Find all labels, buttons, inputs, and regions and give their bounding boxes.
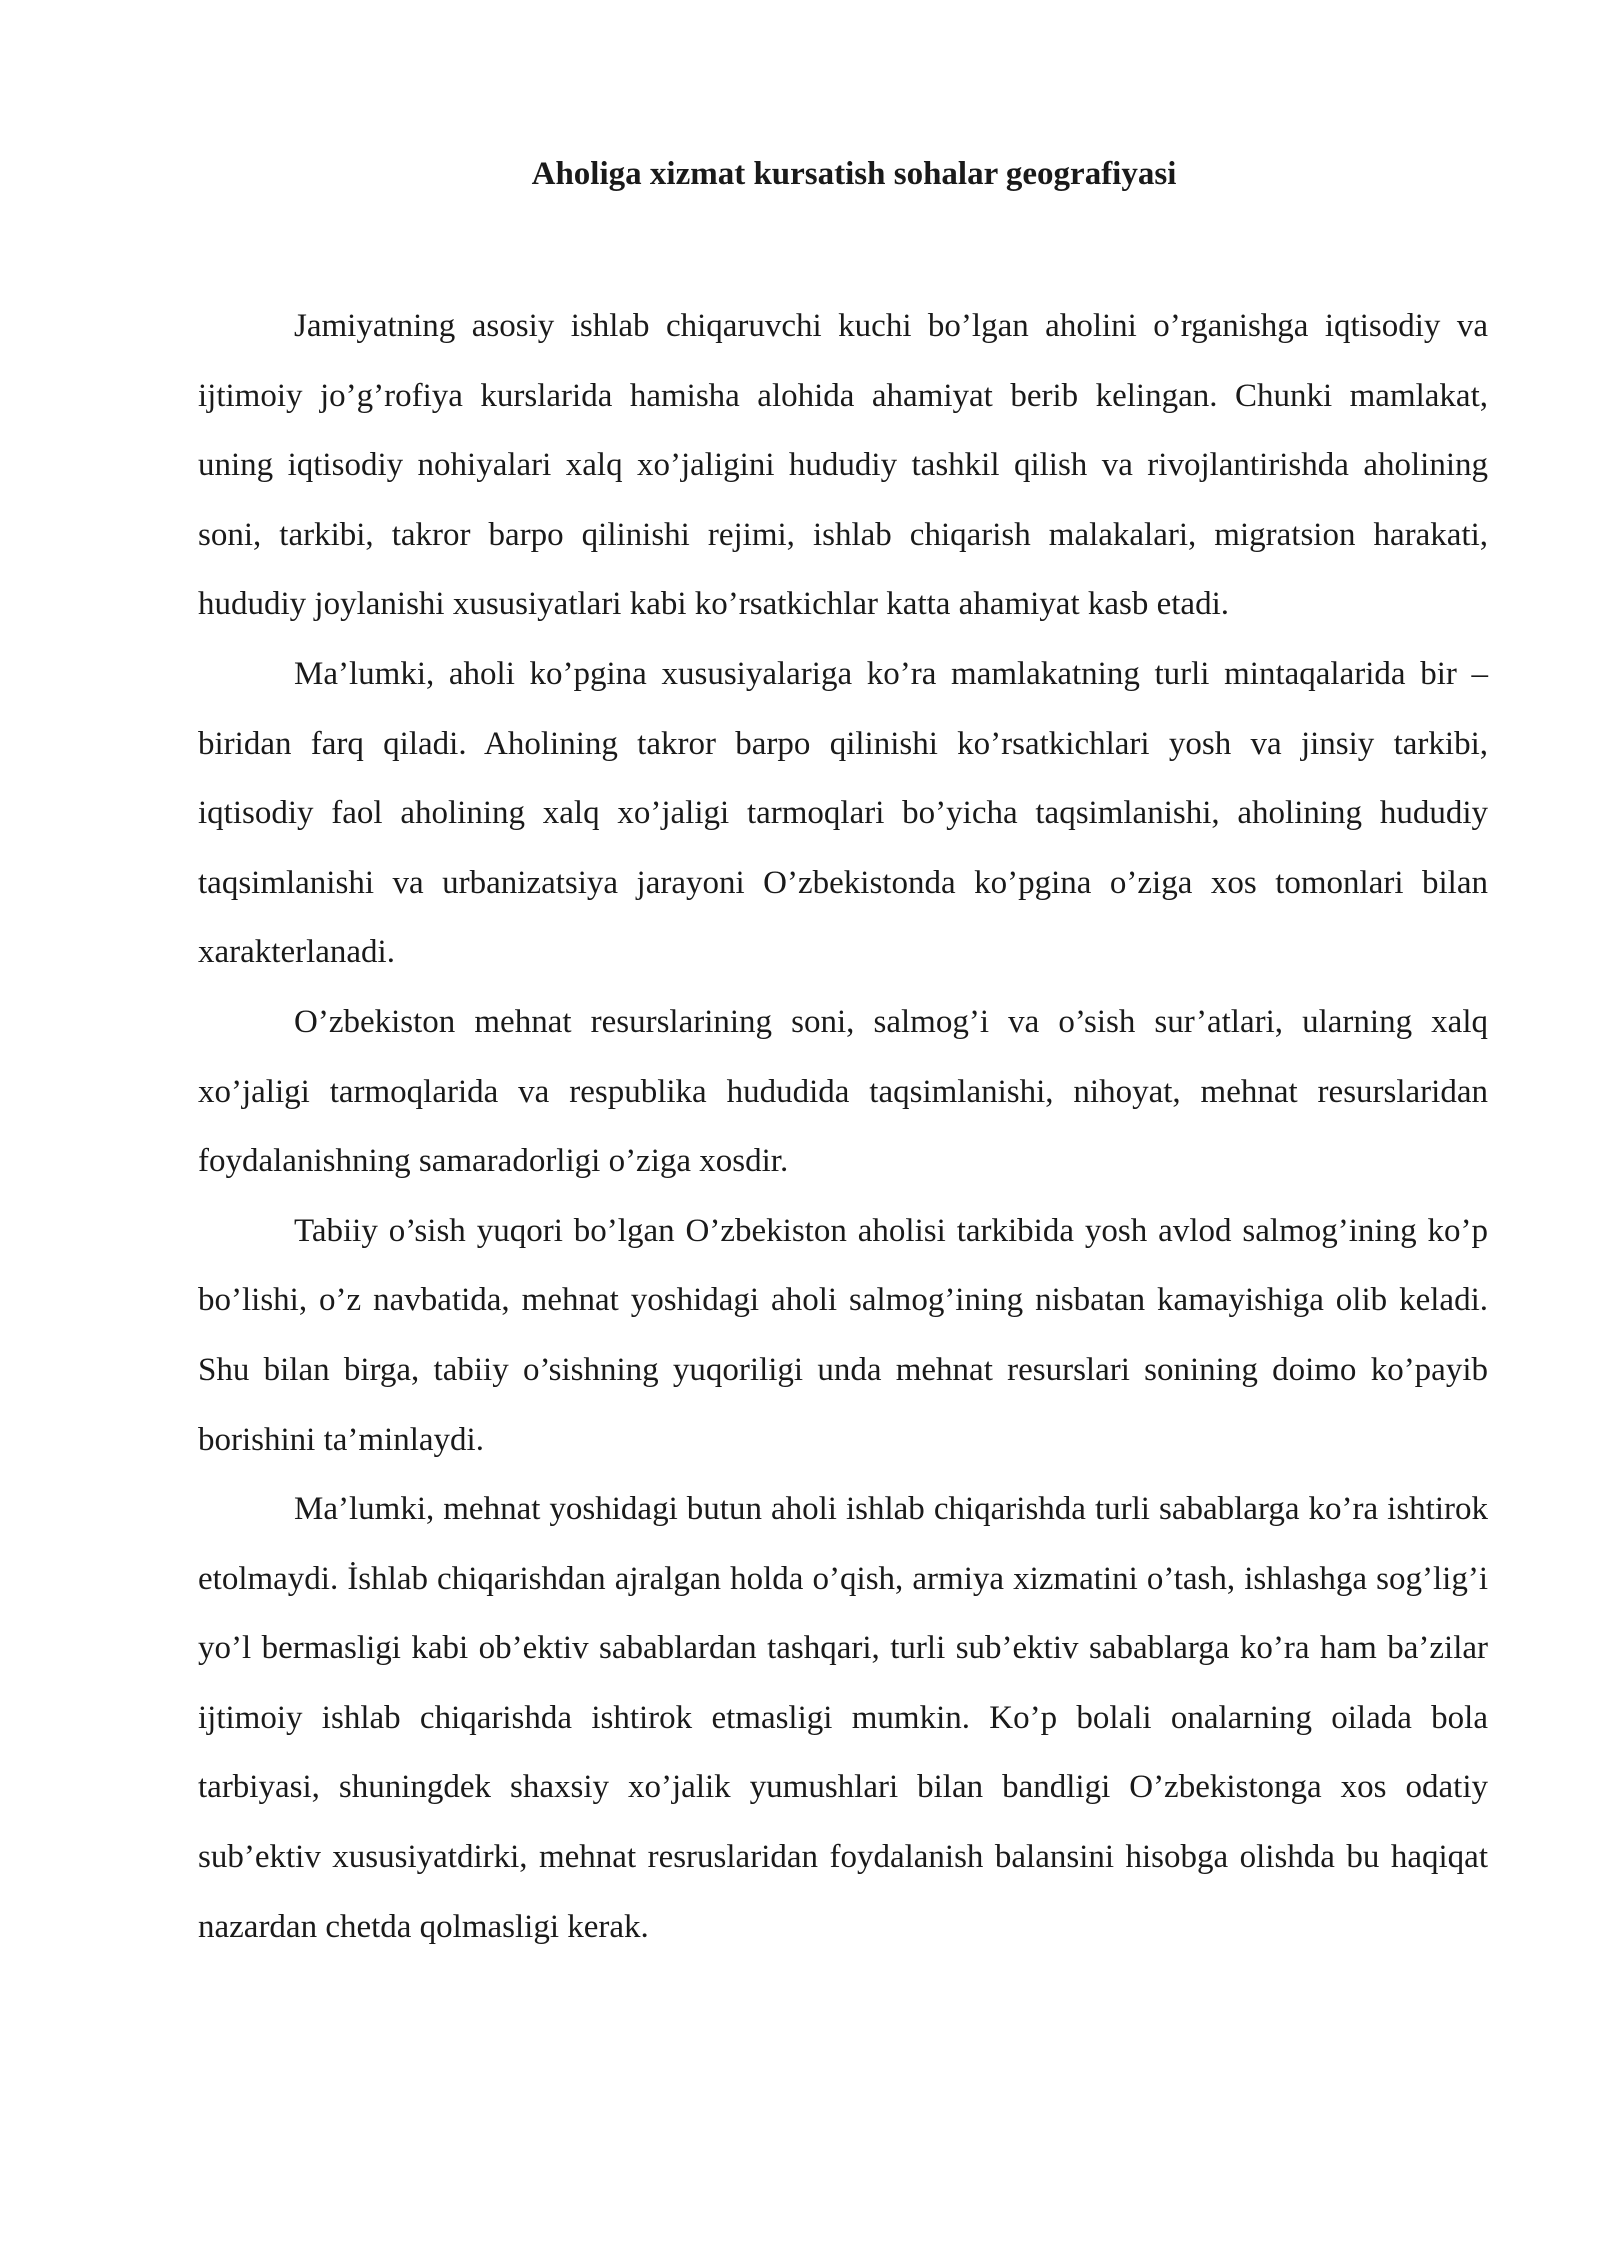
paragraph-1: Jamiyatning asosiy ishlab chiqaruvchi kuchi bo’lgan aholini o’rganishga iqtisodiy va ijtimoiy jo’g’rofiya kurslarida hamisha alohida ahamiyat berib kelingan. Chunki mamlakat, uning iqtisodiy nohiyalari xalq xo’jaligini hududiy tashkil qilish va rivojlantirishda aholining soni, tarkibi, takror barpo qilinishi rejimi, ishlab chiqarish malakalari, migratsion harakati, hududiy joylanishi xususiyatlari kabi ko’rsatkichlar katta ahamiyat kasb etadi. — [198, 308, 1488, 623]
paragraph-2: Ma’lumki, aholi ko’pgina xususiyalariga ko’ra mamlakatning turli mintaqalarida bir – biridan farq qiladi. Aholining takror barpo qilinishi ko’rsatkichlari yosh va jinsiy tarkibi, iqtisodiy faol aholining xalq xo’jaligi tarmoqlari bo’yicha taqsimlanishi, aholining hududiy taqsimlanishi va urbanizatsiya jarayoni O’zbekistonda ko’pgina o’ziga xos tomonlari bilan xarakterlanadi. — [198, 655, 1488, 971]
paragraph-5: Ma’lumki, mehnat yoshidagi butun aholi ishlab chiqarishda turli sabablarga ko’ra ishtirok etolmaydi. İshlab chiqarishdan ajralgan holda o’qish, armiya xizmatini o’tash, ishlashga sog’lig’i yo’l bermasligi kabi ob’ektiv sabablardan tashqari, turli sub’ektiv sabablarga ko’ra ham ba’zilar ijtimoiy ishlab chiqarishda ishtirok etmasligi mumkin. Ko’p bolali onalarning oilada bola tarbiyasi, shuningdek shaxsiy xo’jalik yumushlari bilan bandligi O’zbekistonga xos odatiy sub’ektiv xususiyatdirki, mehnat resruslaridan foydalanish balansini hisobga olishda bu haqiqat nazardan chetda qolmasligi kerak. — [198, 1491, 1488, 1945]
paragraph-3: O’zbekiston mehnat resurslarining soni, salmog’i va o’sish sur’atlari, ularning xalq xo’jaligi tarmoqlarida va respublika hududida taqsimlanishi, nihoyat, mehnat resurslaridan foydalanishning samaradorligi o’ziga xosdir. — [198, 1003, 1488, 1180]
paragraph-4: Tabiiy o’sish yuqori bo’lgan O’zbekiston aholisi tarkibida yosh avlod salmog’ining ko’p bo’lishi, o’z navbatida, mehnat yoshidagi aholi salmog’ining nisbatan kamayishiga olib keladi. Shu bilan birga, tabiiy o’sishning yuqoriligi unda mehnat resurslari sonining doimo ko’payib borishini ta’minlaydi. — [198, 1212, 1488, 1458]
document-title: Aholiga xizmat kursatish sohalar geografiyasi — [531, 156, 1177, 192]
document-body — [198, 292, 1488, 1962]
